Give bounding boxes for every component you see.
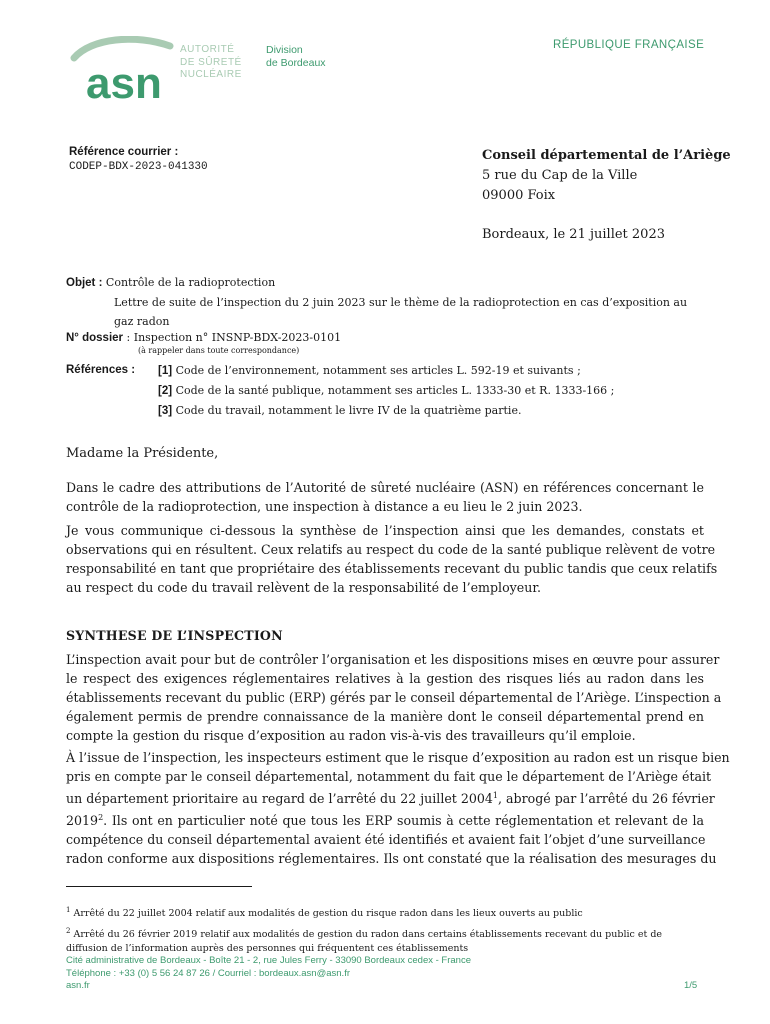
dossier-label: N° dossier — [66, 332, 124, 344]
reference-item: [3] Code du travail, notamment le livre IV de la quatrième partie. — [158, 404, 522, 417]
footer-address: Cité administrative de Bordeaux - Boîte 21 - 2, rue Jules Ferry - 33090 Bordeaux cedex - France Téléphone : +33 (0) 5 56 24 87 26 / Courriel : bordeaux.asn@asn.fr asn.fr — [66, 955, 472, 991]
paragraph-1: Dans le cadre des attributions de l’Autorité de sûreté nucléaire (ASN) en références concernant le contrôle de la radioprotection, une inspection à distance a eu lieu le 2 juin 2023. — [66, 480, 704, 514]
paragraph-2: Je vous communique ci-dessous la synthèse de l’inspection ainsi que les demandes, constats et observations qui en résultent. Ceux relatifs au respect du code de la santé publique relèvent de votre responsabilité en tant que propriétaire des établissements recevant du public tandis que ceux relatifs au respect du code du travail relèvent de la responsabilité de l’employeur. — [66, 523, 718, 595]
paragraph-3: L’inspection avait pour but de contrôler l’organisation et les dispositions mises en œuvre pour assurer le respect des exigences réglementaires relatives à la gestion des risques liés au radon dans les établissements recevant du public (ERP) gérés par le conseil départemental de l’Ariège. L’inspection a également permis de prendre connaissance de la manière dont le conseil départemental prend en compte la gestion du risque d’exposition au radon vis-à-vis des travailleurs qu’il emploie. — [66, 652, 722, 743]
logo-text: asn — [86, 59, 162, 106]
republique-label: RÉPUBLIQUE FRANÇAISE — [553, 39, 705, 51]
footnotes: $^1$ Arrêté du 22 juillet 2004 relatif aux modalités de gestion du risque radon dans les lieux ouverts au public $^2$ Arrêté du 26 février 2019 relatif aux modalités de gestion du radon dans certains établissements recevant du public et de diffusion de l’information auprès des personnes qui fréquentent ces établissements — [66, 903, 706, 956]
dossier-block: N° dossier : Inspection n° INSNP-BDX-2023-0101 — [66, 331, 342, 344]
footer-site-link[interactable]: asn.fr — [66, 980, 90, 991]
paragraph-4: À l’issue de l’inspection, les inspecteurs estiment que le risque d’exposition au radon est un risque bien pris en compte par le conseil départemental, notamment du fait que le département de l’Ariège était un département prioritaire au regard de l’arrêté du 22 juillet 2004$^1$, abrogé par l’arrêté du 26 février 2019$^2$. Ils ont en particulier noté que tous les ERP soumis à cette réglementation et relevant de la compétence du conseil départemental avaient été identifiés et avaient fait l’objet d’une surveillance radon conforme aux dispositions réglementaires. Ils ont constaté que la réalisation des mesurages du — [66, 750, 730, 867]
dossier-note: (à rappeler dans toute correspondance) — [138, 346, 300, 355]
recipient-block — [482, 146, 731, 206]
footnote-2: $^2$ Arrêté du 26 février 2019 relatif aux modalités de gestion du radon dans certains établissements recevant du public et de — [66, 927, 663, 941]
objet-label: Objet : — [66, 277, 103, 289]
recipient-address2: 09000 Foix — [482, 188, 556, 203]
recipient-name: Conseil départemental de l’Ariège — [482, 148, 731, 163]
reference-item: [1] Code de l’environnement, notamment ses articles L. 592-19 et suivants ; — [158, 364, 581, 377]
recipient-address1: 5 rue du Cap de la Ville — [482, 168, 638, 183]
objet-block: Objet : Contrôle de la radioprotection Lettre de suite de l’inspection du 2 juin 2023 sur le thème de la radioprotection en cas d’exposition au gaz radon — [66, 276, 688, 328]
reference-item: [2] Code de la santé publique, notamment ses articles L. 1333-30 et R. 1333-166 ; — [158, 384, 615, 397]
salutation: Madame la Présidente, — [66, 446, 219, 461]
references-label: Références : — [66, 364, 136, 376]
reference-label: Référence courrier : — [69, 146, 179, 158]
footnote-separator — [66, 886, 252, 887]
asn-logo — [66, 36, 176, 106]
logo-wordmark: AUTORITÉ DE SÛRETÉ NUCLÉAIRE — [180, 44, 242, 80]
section-heading: SYNTHESE DE L’INSPECTION — [66, 628, 283, 643]
division-label: Division de Bordeaux — [266, 44, 326, 69]
footnote-1: $^1$ Arrêté du 22 juillet 2004 relatif aux modalités de gestion du risque radon dans les lieux ouverts au public — [66, 906, 583, 920]
references-list — [158, 361, 614, 421]
reference-value: CODEP-BDX-2023-041330 — [69, 161, 208, 173]
footnote-ref-1: 1 — [492, 791, 499, 800]
page-number: 1/5 — [684, 980, 698, 991]
footnote-ref-2: 2 — [98, 813, 104, 823]
letter-date: Bordeaux, le 21 juillet 2023 — [482, 227, 665, 242]
